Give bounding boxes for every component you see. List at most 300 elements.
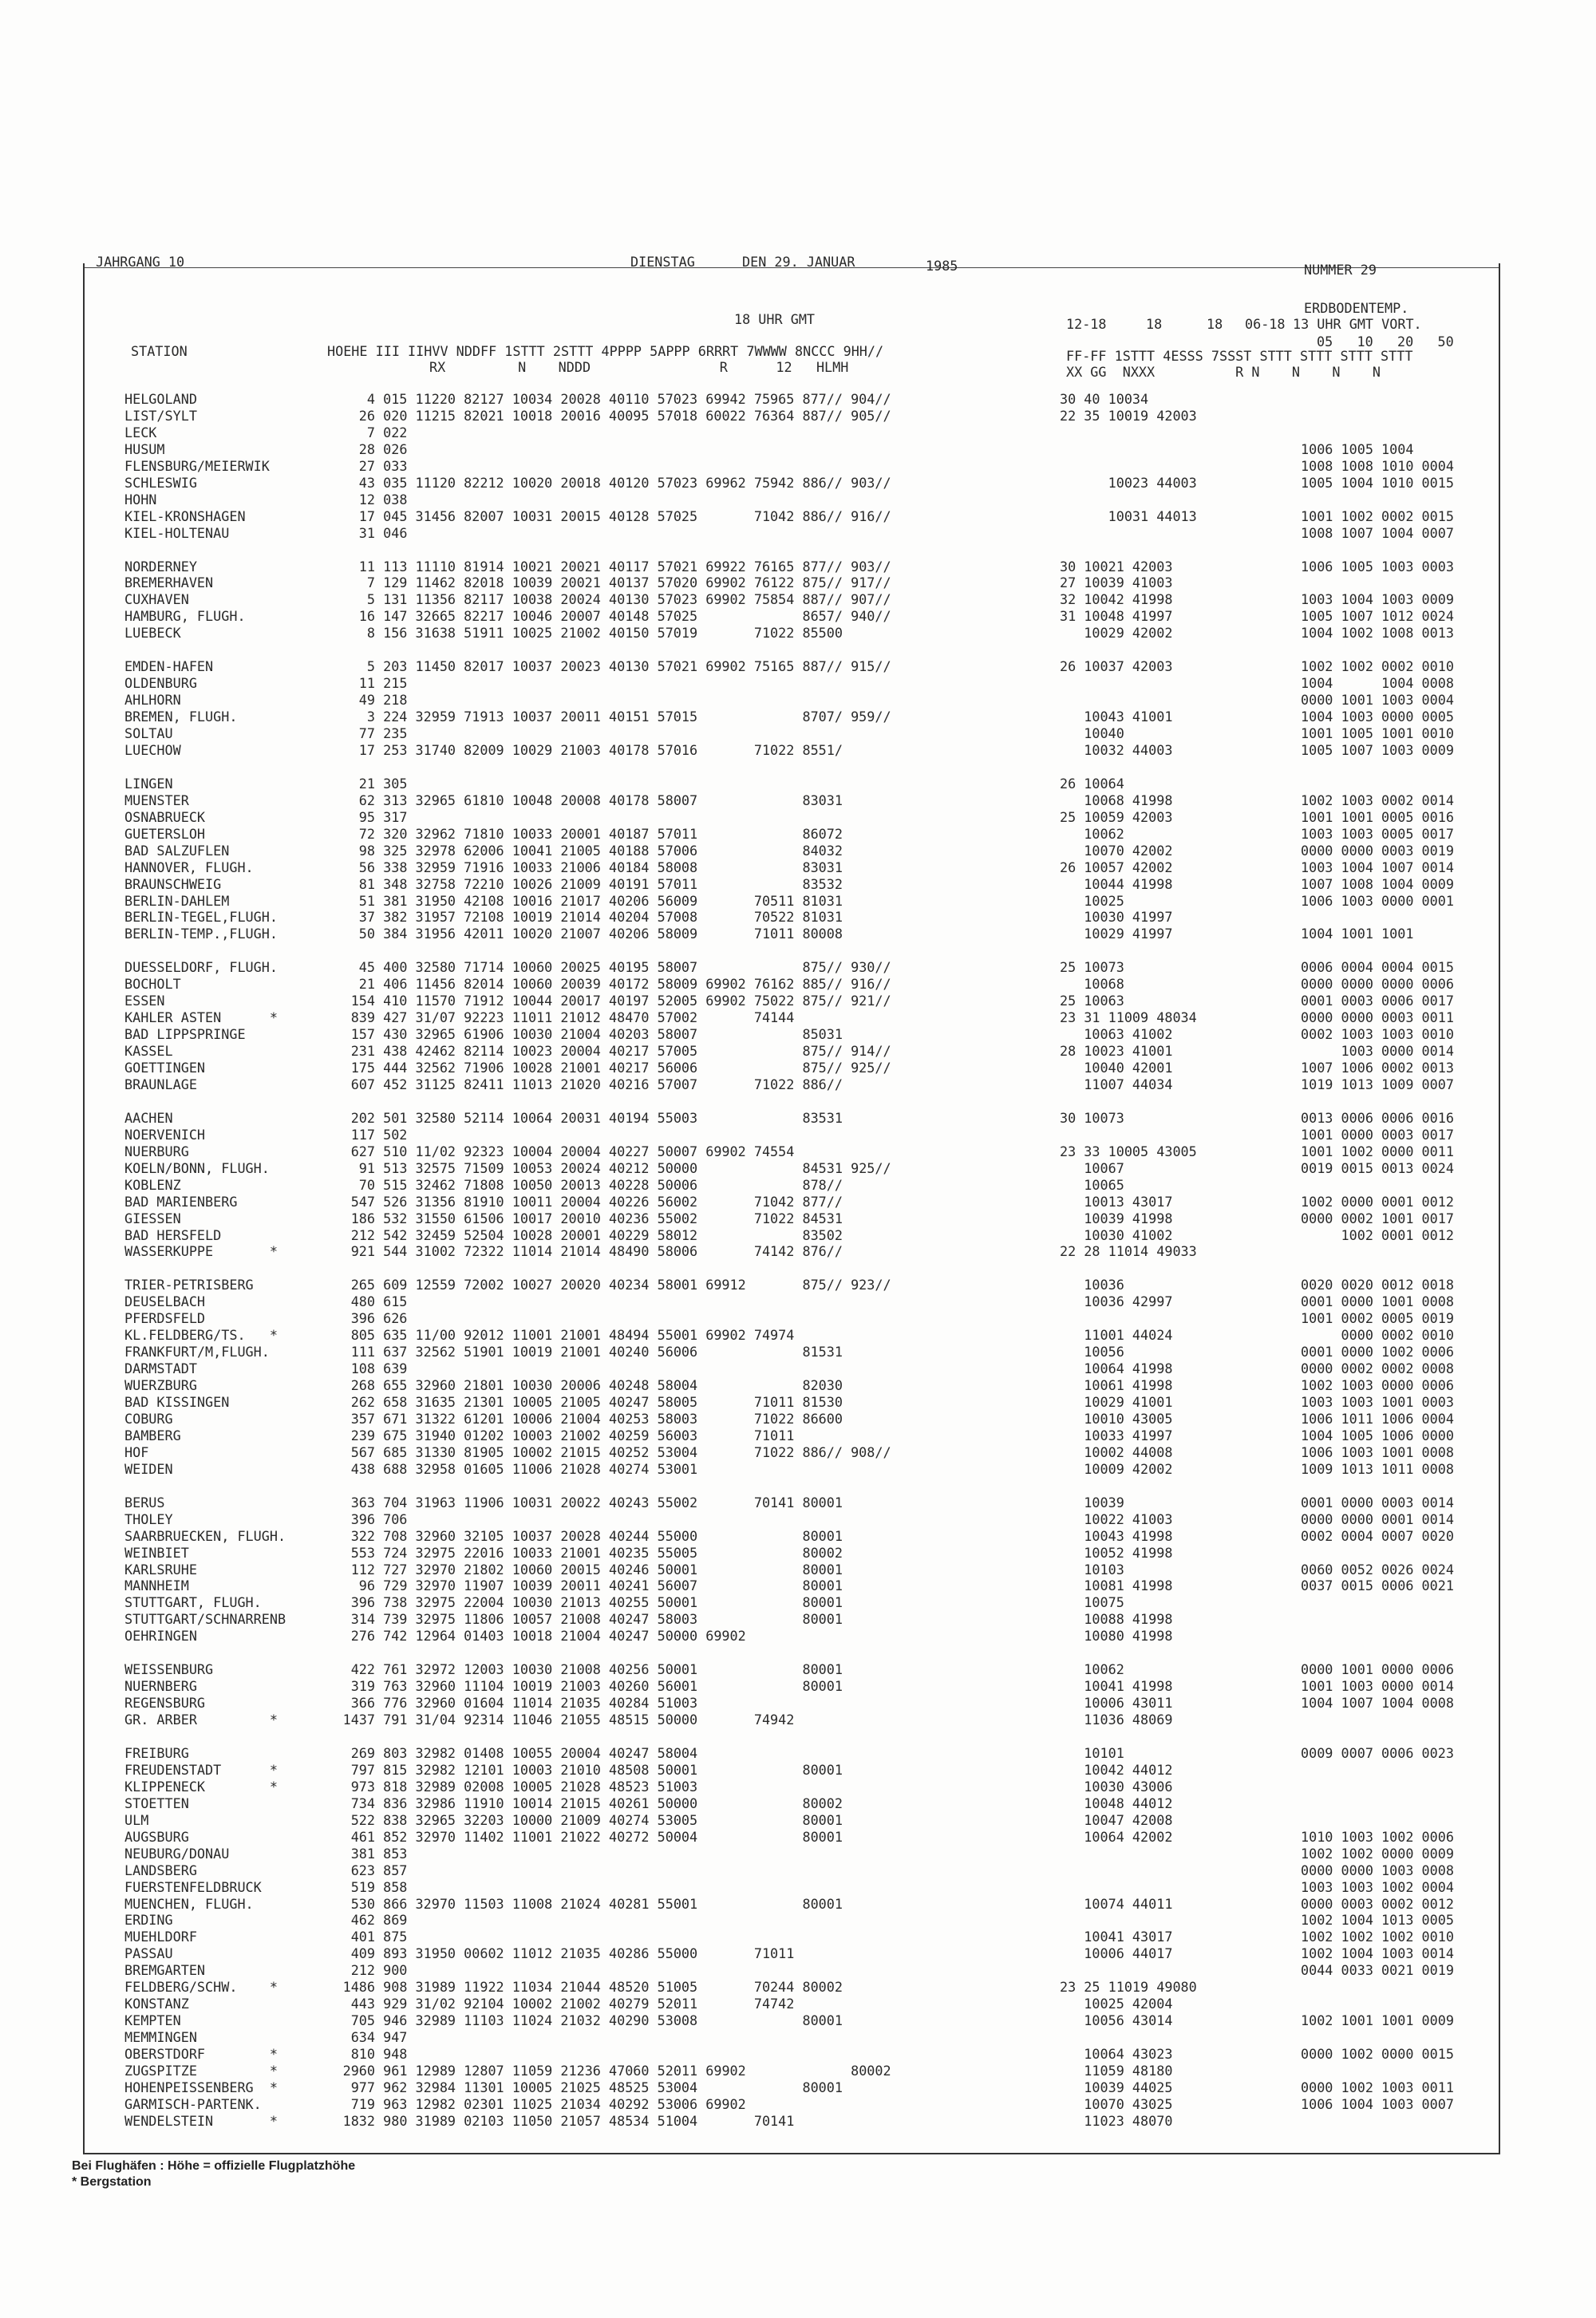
synop-groups: 719 963 12982 02301 11025 21034 40292 53006 69902 <box>350 2096 746 2112</box>
code-heading-2: RX N NDDD R 12 HLMH <box>429 359 849 375</box>
synop-groups: 26 020 11215 82021 10018 20016 40095 57018 60022 76364 887// 905// <box>358 408 891 424</box>
table-row <box>0 1093 1596 1109</box>
station-name: KARLSRUHE <box>124 1562 197 1578</box>
wind-temp-groups: 11001 44024 <box>1060 1327 1173 1343</box>
wind-temp-groups: 11007 44034 <box>1060 1076 1173 1092</box>
table-row <box>0 792 1596 808</box>
wind-temp-groups: 10062 <box>1060 1661 1124 1677</box>
synop-groups: 81 348 32758 72210 10026 21009 40191 57011 83532 <box>358 876 843 892</box>
synop-groups: 21 305 <box>358 776 408 792</box>
station-name: NUERNBERG <box>124 1678 197 1694</box>
synop-groups: 21 406 11456 82014 10060 20039 40172 58009 69902 76162 885// 916// <box>358 976 891 992</box>
station-name: PFERDSFELD <box>124 1310 206 1326</box>
soil-temp-values: 1002 1002 0002 0010 <box>1301 658 1454 674</box>
station-name: BAD MARIENBERG <box>124 1194 238 1210</box>
table-row <box>0 1277 1596 1293</box>
synop-groups: 37 382 31957 72108 10019 21014 40204 57008 70522 81031 <box>358 909 843 925</box>
table-row <box>0 709 1596 725</box>
wind-temp-groups: 10036 <box>1060 1277 1124 1293</box>
wind-temp-groups: 10064 41998 <box>1060 1360 1173 1376</box>
station-name: ZUGSPITZE * <box>124 2063 278 2079</box>
synop-groups: 16 147 32665 82217 10046 20007 40148 57025 8657/ 940// <box>358 608 891 624</box>
synop-groups: 839 427 31/07 92223 11011 21012 48470 57002 74144 <box>350 1009 795 1025</box>
station-name: BREMERHAVEN <box>124 575 214 590</box>
wind-temp-groups: 10056 <box>1060 1344 1124 1360</box>
wind-temp-groups: 10074 44011 <box>1060 1896 1173 1912</box>
synop-groups: 269 803 32982 01408 10055 20004 40247 58004 <box>350 1745 698 1761</box>
synop-groups: 70 515 32462 71808 10050 20013 40228 50006 878// <box>358 1177 843 1193</box>
wind-temp-groups: 10064 42002 <box>1060 1829 1173 1845</box>
soil-temp-values: 1003 1003 1002 0004 <box>1301 1879 1454 1895</box>
synop-groups: 212 542 32459 52504 10028 20001 40229 58012 83502 <box>350 1227 843 1243</box>
station-name: BOCHOLT <box>124 976 181 992</box>
wind-temp-groups: 10052 41998 <box>1060 1545 1173 1561</box>
soil-temp-values: 0000 0003 0002 0012 <box>1301 1896 1454 1912</box>
synop-groups: 157 430 32965 61906 10030 21004 40203 58007 85031 <box>350 1026 843 1042</box>
station-name: BERLIN-TEMP.,FLUGH. <box>124 926 278 942</box>
wind-temp-groups: 10056 43014 <box>1060 2012 1173 2028</box>
table-row <box>0 1127 1596 1143</box>
table-row <box>0 525 1596 541</box>
station-name: WEINBIET <box>124 1545 189 1561</box>
wind-temp-groups: 10033 41997 <box>1060 1428 1173 1443</box>
synop-groups: 977 962 32984 11301 10005 21025 48525 53004 80001 <box>350 2079 843 2095</box>
wind-temp-groups: 30 40 10034 <box>1060 391 1149 407</box>
table-row <box>0 508 1596 524</box>
station-name: MUENSTER <box>124 792 189 808</box>
synop-groups: 212 900 <box>350 1962 408 1978</box>
table-row <box>0 1461 1596 1477</box>
table-row <box>0 1260 1596 1276</box>
synop-groups: 396 626 <box>350 1310 408 1326</box>
table-row <box>0 742 1596 758</box>
soil-temp-values: 0000 0000 0000 0006 <box>1301 976 1454 992</box>
synop-groups: 95 317 <box>358 809 408 825</box>
wind-temp-groups: 10006 43011 <box>1060 1695 1173 1711</box>
wind-temp-groups: 10070 42002 <box>1060 843 1173 859</box>
wind-temp-groups: 10031 44013 <box>1060 508 1197 524</box>
code-heading-1: HOEHE III IIHVV NDDFF 1STTT 2STTT 4PPPP 5APPP 6RRRT 7WWWW 8NCCC 9HH// <box>327 343 884 359</box>
soil-temp-values: 0000 0000 0003 0011 <box>1301 1009 1454 1025</box>
station-name: BREMEN, FLUGH. <box>124 709 238 725</box>
table-row <box>0 1545 1596 1561</box>
table-row <box>0 1495 1596 1510</box>
synop-groups: 443 929 31/02 92104 10002 21002 40279 52011 74742 <box>350 1996 795 2012</box>
soil-temp-values: 1001 0000 0003 0017 <box>1301 1127 1454 1143</box>
station-name: HOHN <box>124 492 157 507</box>
synop-groups: 322 708 32960 32105 10037 20028 40244 55000 80001 <box>350 1528 843 1544</box>
soil-temp-values: 1002 1002 1002 0010 <box>1301 1929 1454 1945</box>
station-name: SAARBRUECKEN, FLUGH. <box>124 1528 286 1544</box>
station-name: ERDING <box>124 1912 173 1928</box>
station-name: LINGEN <box>124 776 173 792</box>
soil-temp-values: 1005 1004 1010 0015 <box>1301 475 1454 491</box>
table-row <box>0 725 1596 741</box>
synop-groups: 108 639 <box>350 1360 408 1376</box>
year-label: 1985 <box>926 258 958 274</box>
soil-temp-values: 0000 0000 0001 0014 <box>1301 1511 1454 1527</box>
soil-temp-values: 1006 1004 1003 0007 <box>1301 2096 1454 2112</box>
station-name: BERUS <box>124 1495 165 1510</box>
table-row <box>0 1394 1596 1410</box>
soil-temp-values: 0006 0004 0004 0015 <box>1301 959 1454 975</box>
table-row <box>0 1327 1596 1343</box>
weekday-label: DIENSTAG <box>630 254 695 270</box>
synop-groups: 262 658 31635 21301 10005 21005 40247 58005 71011 81530 <box>350 1394 843 1410</box>
wind-temp-groups: 10036 42997 <box>1060 1293 1173 1309</box>
wind-temp-groups: 10103 <box>1060 1562 1124 1578</box>
soil-temp-values: 1002 1001 1001 0009 <box>1301 2012 1454 2028</box>
synop-groups: 810 948 <box>350 2046 408 2062</box>
table-row <box>0 1762 1596 1778</box>
station-name: BERLIN-TEGEL,FLUGH. <box>124 909 278 925</box>
station-name: REGENSBURG <box>124 1695 206 1711</box>
synop-groups: 553 724 32975 22016 10033 21001 40235 55005 80002 <box>350 1545 843 1561</box>
station-name: COBURG <box>124 1411 173 1427</box>
synop-groups: 396 706 <box>350 1511 408 1527</box>
table-row <box>0 1661 1596 1677</box>
table-row <box>0 1344 1596 1360</box>
synop-groups: 56 338 32959 71916 10033 21006 40184 58008 83031 <box>358 859 843 875</box>
synop-groups: 268 655 32960 21801 10030 20006 40248 58004 82030 <box>350 1377 843 1393</box>
table-row <box>0 1478 1596 1494</box>
wind-temp-groups: 10088 41998 <box>1060 1611 1173 1627</box>
wind-temp-groups: 10062 <box>1060 826 1124 842</box>
table-row <box>0 776 1596 792</box>
soil-temp-values: 1003 0000 0014 <box>1301 1043 1454 1059</box>
synop-groups: 7 129 11462 82018 10039 20021 40137 57020 69902 76122 875// 917// <box>366 575 891 590</box>
synop-groups: 1437 791 31/04 92314 11046 21055 48515 50000 74942 <box>342 1712 795 1728</box>
synop-groups: 623 857 <box>350 1862 408 1878</box>
wind-temp-groups: 23 33 10005 43005 <box>1060 1143 1197 1159</box>
station-name: KONSTANZ <box>124 1996 189 2012</box>
soil-temp-values: 1002 0000 0001 0012 <box>1301 1194 1454 1210</box>
synop-groups: 175 444 32562 71906 10028 21001 40217 56006 875// 925// <box>350 1060 891 1076</box>
table-row <box>0 658 1596 674</box>
table-row <box>0 759 1596 775</box>
table-row <box>0 1829 1596 1845</box>
wind-temp-groups: 10029 41997 <box>1060 926 1173 942</box>
soil-temp-values: 1004 1002 1008 0013 <box>1301 625 1454 641</box>
table-row <box>0 942 1596 958</box>
wind-temp-groups: 10048 44012 <box>1060 1795 1173 1811</box>
station-name: NEUBURG/DONAU <box>124 1846 230 1862</box>
table-row <box>0 2113 1596 2129</box>
wind-temp-groups: 23 25 11019 49080 <box>1060 1979 1197 1995</box>
table-row <box>0 1428 1596 1443</box>
soil-temp-values: 1004 1004 0008 <box>1301 675 1454 691</box>
synop-groups: 265 609 12559 72002 10027 20020 40234 58001 69912 875// 923// <box>350 1277 891 1293</box>
table-row <box>0 1194 1596 1210</box>
table-row <box>0 1578 1596 1593</box>
wind-temp-groups: 10075 <box>1060 1594 1124 1610</box>
station-name: MUENCHEN, FLUGH. <box>124 1896 254 1912</box>
soil-temp-values: 1001 1003 0000 0014 <box>1301 1678 1454 1694</box>
synop-groups: 96 729 32970 11907 10039 20011 40241 56007 80001 <box>358 1578 843 1593</box>
soil-temp-values: 1001 1002 0002 0015 <box>1301 508 1454 524</box>
wind-temp-groups: 10025 42004 <box>1060 1996 1173 2012</box>
soil-temp-values: 1006 1011 1006 0004 <box>1301 1411 1454 1427</box>
table-row <box>0 859 1596 875</box>
table-row <box>0 2063 1596 2079</box>
soil-temp-values: 1005 1007 1012 0024 <box>1301 608 1454 624</box>
soil-temp-values: 1008 1007 1004 0007 <box>1301 525 1454 541</box>
station-name: LANDSBERG <box>124 1862 197 1878</box>
synop-groups: 805 635 11/00 92012 11001 21001 48494 55001 69902 74974 <box>350 1327 795 1343</box>
soil-temp-values: 1006 1005 1004 <box>1301 441 1414 457</box>
soil-temp-values: 0000 1002 0000 0015 <box>1301 2046 1454 2062</box>
station-name: ESSEN <box>124 993 165 1009</box>
soil-temp-values: 1010 1003 1002 0006 <box>1301 1829 1454 1845</box>
wind-temp-groups: 10022 41003 <box>1060 1511 1173 1527</box>
synop-groups: 422 761 32972 12003 10030 21008 40256 50001 80001 <box>350 1661 843 1677</box>
table-row <box>0 1812 1596 1828</box>
wind-temp-groups: 10029 42002 <box>1060 625 1173 641</box>
soil-temp-values: 0000 0002 0002 0008 <box>1301 1360 1454 1376</box>
station-name: MUEHLDORF <box>124 1929 197 1945</box>
depth-labels: 05 10 20 50 <box>1317 334 1454 349</box>
station-name: BRAUNLAGE <box>124 1076 197 1092</box>
station-name: FLENSBURG/MEIERWIK <box>124 458 270 474</box>
issue-number: NUMMER 29 <box>1304 262 1377 278</box>
station-name: OEHRINGEN <box>124 1628 197 1644</box>
synop-groups: 77 235 <box>358 725 408 741</box>
table-row <box>0 642 1596 657</box>
soil-temp-values: 1005 1007 1003 0009 <box>1301 742 1454 758</box>
station-name: GOETTINGEN <box>124 1060 206 1076</box>
table-row <box>0 2096 1596 2112</box>
table-row <box>0 559 1596 575</box>
synop-groups: 547 526 31356 81910 10011 20004 40226 56002 71042 877// <box>350 1194 843 1210</box>
soil-temp-values: 1007 1008 1004 0009 <box>1301 876 1454 892</box>
table-row <box>0 1076 1596 1092</box>
station-name: GARMISCH-PARTENK. <box>124 2096 262 2112</box>
station-name: BRAUNSCHWEIG <box>124 876 222 892</box>
synop-groups: 43 035 11120 82212 10020 20018 40120 57023 69962 75942 886// 903// <box>358 475 891 491</box>
synop-groups: 2960 961 12989 12807 11059 21236 47060 52011 69902 80002 <box>342 2063 891 2079</box>
station-name: LECK <box>124 425 157 440</box>
soil-temp-values: 0000 0002 1001 0017 <box>1301 1210 1454 1226</box>
wind-temp-groups: 10030 41002 <box>1060 1227 1173 1243</box>
soil-temp-values: 1019 1013 1009 0007 <box>1301 1076 1454 1092</box>
soil-temp-values: 0000 0000 0003 0019 <box>1301 843 1454 859</box>
synop-groups: 186 532 31550 61506 10017 20010 40236 55002 71022 84531 <box>350 1210 843 1226</box>
table-row <box>0 1511 1596 1527</box>
soil-temp-values: 0000 0000 1003 0008 <box>1301 1862 1454 1878</box>
synop-groups: 567 685 31330 81905 10002 21015 40252 53004 71022 886// 908// <box>350 1444 891 1460</box>
soil-temp-values: 1009 1013 1011 0008 <box>1301 1461 1454 1477</box>
soil-temp-values: 1002 1004 1003 0014 <box>1301 1945 1454 1961</box>
wind-temp-groups: 30 10073 <box>1060 1110 1124 1126</box>
table-row <box>0 1160 1596 1176</box>
synop-groups: 117 502 <box>350 1127 408 1143</box>
station-name: TRIER-PETRISBERG <box>124 1277 254 1293</box>
station-name: HOHENPEISSENBERG * <box>124 2079 278 2095</box>
table-row <box>0 1712 1596 1728</box>
wind-temp-groups: 25 10059 42003 <box>1060 809 1173 825</box>
synop-groups: 530 866 32970 11503 11008 21024 40281 55001 80001 <box>350 1896 843 1912</box>
table-row <box>0 1912 1596 1928</box>
station-name: BREMGARTEN <box>124 1962 206 1978</box>
synop-groups: 797 815 32982 12101 10003 21010 48508 50001 80001 <box>350 1762 843 1778</box>
col-1218: 12-18 <box>1066 316 1107 332</box>
wind-temp-groups: 25 10073 <box>1060 959 1124 975</box>
station-name: PASSAU <box>124 1945 173 1961</box>
synop-groups: 276 742 12964 01403 10018 21004 40247 50000 69902 <box>350 1628 746 1644</box>
station-name: STOETTEN <box>124 1795 189 1811</box>
station-name: NOERVENICH <box>124 1127 206 1143</box>
table-row <box>0 1310 1596 1326</box>
col-18b: 18 <box>1207 316 1223 332</box>
synop-groups: 112 727 32970 21802 10060 20015 40246 50001 80001 <box>350 1562 843 1578</box>
wind-temp-groups: 10041 41998 <box>1060 1678 1173 1694</box>
table-row <box>0 1862 1596 1878</box>
synop-groups: 72 320 32962 71810 10033 20001 40187 57011 86072 <box>358 826 843 842</box>
synop-groups: 11 113 11110 81914 10021 20021 40117 57021 69922 76165 877// 903// <box>358 559 891 575</box>
soil-temp-values: 0060 0052 0026 0024 <box>1301 1562 1454 1578</box>
station-name: FREUDENSTADT * <box>124 1762 278 1778</box>
station-name: WUERZBURG <box>124 1377 197 1393</box>
soil-temp-values: 0000 0002 0010 <box>1301 1327 1454 1343</box>
table-row <box>0 1377 1596 1393</box>
wind-temp-groups: 27 10039 41003 <box>1060 575 1173 590</box>
station-name: KOBLENZ <box>124 1177 181 1193</box>
wind-temp-groups: 10030 43006 <box>1060 1779 1173 1795</box>
soil-temp-values: 1002 1004 1013 0005 <box>1301 1912 1454 1928</box>
station-name: KAHLER ASTEN * <box>124 1009 278 1025</box>
wind-temp-groups: 10042 44012 <box>1060 1762 1173 1778</box>
wind-temp-groups: 10080 41998 <box>1060 1628 1173 1644</box>
synop-groups: 319 763 32960 11104 10019 21003 40260 56001 80001 <box>350 1678 843 1694</box>
soil-temp-values: 0001 0000 1002 0006 <box>1301 1344 1454 1360</box>
table-row <box>0 976 1596 992</box>
synop-groups: 480 615 <box>350 1293 408 1309</box>
station-name: HAMBURG, FLUGH. <box>124 608 246 624</box>
uhr13-heading: 13 UHR GMT VORT. <box>1293 316 1422 332</box>
station-name: HUSUM <box>124 441 165 457</box>
soil-temp-values: 1003 1003 1001 0003 <box>1301 1394 1454 1410</box>
wind-temp-groups: 10023 44003 <box>1060 475 1197 491</box>
station-name: FUERSTENFELDBRUCK <box>124 1879 262 1895</box>
station-heading: STATION <box>131 343 188 359</box>
table-row <box>0 1243 1596 1259</box>
jahrgang-label: JAHRGANG 10 <box>96 254 185 270</box>
soil-temp-values: 0000 1001 0000 0006 <box>1301 1661 1454 1677</box>
station-name: KL.FELDBERG/TS. * <box>124 1327 278 1343</box>
station-name: DARMSTADT <box>124 1360 197 1376</box>
soil-temp-values: 0044 0033 0021 0019 <box>1301 1962 1454 1978</box>
station-name: MEMMINGEN <box>124 2029 197 2045</box>
station-name: SCHLESWIG <box>124 475 197 491</box>
table-row <box>0 1929 1596 1945</box>
table-row <box>0 675 1596 691</box>
wind-temp-groups: 30 10021 42003 <box>1060 559 1173 575</box>
soil-temp-values: 1008 1008 1010 0004 <box>1301 458 1454 474</box>
station-name: AUGSBURG <box>124 1829 189 1845</box>
table-row <box>0 1645 1596 1661</box>
station-name: BAD SALZUFLEN <box>124 843 230 859</box>
soil-temp-values: 0013 0006 0006 0016 <box>1301 1110 1454 1126</box>
table-row <box>0 843 1596 859</box>
synop-groups: 7 022 <box>366 425 408 440</box>
table-row <box>0 608 1596 624</box>
wind-temp-groups: 10068 41998 <box>1060 792 1173 808</box>
synop-groups: 973 818 32989 02008 10005 21028 48523 51003 <box>350 1779 698 1795</box>
soil-temp-values: 0019 0015 0013 0024 <box>1301 1160 1454 1176</box>
soil-temp-values: 0002 0004 0007 0020 <box>1301 1528 1454 1544</box>
synop-groups: 202 501 32580 52114 10064 20031 40194 55003 83531 <box>350 1110 843 1126</box>
synop-groups: 381 853 <box>350 1846 408 1862</box>
station-name: KIEL-HOLTENAU <box>124 525 230 541</box>
table-row <box>0 441 1596 457</box>
wind-temp-groups: 10025 <box>1060 893 1124 909</box>
table-row <box>0 1879 1596 1895</box>
station-name: BAMBERG <box>124 1428 181 1443</box>
synop-groups: 634 947 <box>350 2029 408 2045</box>
station-name: BAD LIPPSPRINGE <box>124 1026 246 1042</box>
soil-temp-values: 0001 0003 0006 0017 <box>1301 993 1454 1009</box>
wind-temp-groups: 10029 41001 <box>1060 1394 1173 1410</box>
wind-temp-groups: 10040 <box>1060 725 1124 741</box>
table-row <box>0 876 1596 892</box>
synop-groups: 27 033 <box>358 458 408 474</box>
wind-temp-groups: 10101 <box>1060 1745 1124 1761</box>
wind-temp-groups: 10044 41998 <box>1060 876 1173 892</box>
synop-groups: 607 452 31125 82411 11013 21020 40216 57007 71022 886// <box>350 1076 843 1092</box>
table-row <box>0 475 1596 491</box>
station-name: CUXHAVEN <box>124 591 189 607</box>
synop-groups: 49 218 <box>358 692 408 708</box>
wind-temp-groups: 10081 41998 <box>1060 1578 1173 1593</box>
soil-temp-values: 0009 0007 0006 0023 <box>1301 1745 1454 1761</box>
station-name: AHLHORN <box>124 692 181 708</box>
station-name: STUTTGART, FLUGH. <box>124 1594 262 1610</box>
table-row <box>0 1611 1596 1627</box>
station-name: AACHEN <box>124 1110 173 1126</box>
soil-temp-values: 1004 1005 1006 0000 <box>1301 1428 1454 1443</box>
wind-temp-groups: 32 10042 41998 <box>1060 591 1173 607</box>
wind-temp-groups: 26 10064 <box>1060 776 1124 792</box>
table-row <box>0 893 1596 909</box>
table-row <box>0 1896 1596 1912</box>
station-name: OBERSTDORF * <box>124 2046 278 2062</box>
wind-temp-groups: 10002 44008 <box>1060 1444 1173 1460</box>
wind-temp-groups: 11059 48180 <box>1060 2063 1173 2079</box>
code-heading-1b: FF-FF 1STTT 4ESSS 7SSST STTT STTT STTT STTT <box>1066 348 1413 364</box>
station-name: GUETERSLOH <box>124 826 206 842</box>
table-row <box>0 625 1596 641</box>
synop-groups: 5 203 11450 82017 10037 20023 40130 57021 69902 75165 887// 915// <box>366 658 891 674</box>
soil-temp-values: 1006 1005 1003 0003 <box>1301 559 1454 575</box>
table-row <box>0 926 1596 942</box>
station-name: DUESSELDORF, FLUGH. <box>124 959 278 975</box>
synop-groups: 409 893 31950 00602 11012 21035 40286 55000 71011 <box>350 1945 795 1961</box>
station-name: BERLIN-DAHLEM <box>124 893 230 909</box>
synop-groups: 11 215 <box>358 675 408 691</box>
station-name: HANNOVER, FLUGH. <box>124 859 254 875</box>
table-row <box>0 1678 1596 1694</box>
soil-temp-values: 1001 1002 0000 0011 <box>1301 1143 1454 1159</box>
soil-temp-values: 1003 1003 0005 0017 <box>1301 826 1454 842</box>
wind-temp-groups: 10030 41997 <box>1060 909 1173 925</box>
soil-temp-values: 0020 0020 0012 0018 <box>1301 1277 1454 1293</box>
station-name: KOELN/BONN, FLUGH. <box>124 1160 270 1176</box>
table-row <box>0 1009 1596 1025</box>
synop-groups: 239 675 31940 01202 10003 21002 40259 56003 71011 <box>350 1428 795 1443</box>
station-name: WENDELSTEIN * <box>124 2113 278 2129</box>
wind-temp-groups: 10013 43017 <box>1060 1194 1173 1210</box>
synop-groups: 462 869 <box>350 1912 408 1928</box>
